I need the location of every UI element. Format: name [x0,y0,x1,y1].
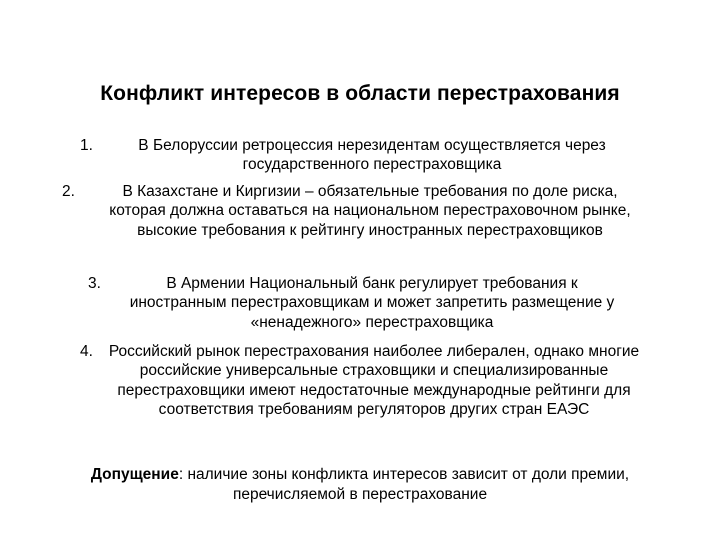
list-item-text-1: В Белоруссии ретроцессия нерезидентам осуществляется через государственного перестраховщика [138,137,606,174]
assumption-note [60,465,660,505]
list-item-text-4: Российский рынок перестрахования наиболее либерален, однако многие российские универсальные страховщики и специализированные перестраховщики имеют недостаточные международные рейтинги для соответствия требованиям регуляторов других стран ЕАЭС [108,343,640,419]
list-item-text-2: В Казахстане и Киргизии – обязательные требования по доле риска, которая должна оставаться на национальном перестраховочном рынке, высокие требования к рейтингу иностранных перестраховщиков [109,183,631,239]
list-item-text-3: В Армении Национальный банк регулирует требования к иностранным перестраховщикам и может запретить размещение у «ненадежного» перестраховщика [129,275,615,331]
slide-title: Конфликт интересов в области перестрахования [100,82,620,105]
assumption-label: Допущение [90,466,179,483]
assumption-separator: : [178,466,184,483]
list-item-number-2: 2. [62,183,75,200]
list-item-number-3: 3. [88,275,101,292]
list-item-number-1: 1. [80,137,93,154]
assumption-text: наличие зоны конфликта интересов зависит от доли премии, перечисляемой в перестрахование [183,466,630,503]
list-item-number-4: 4. [80,343,93,360]
